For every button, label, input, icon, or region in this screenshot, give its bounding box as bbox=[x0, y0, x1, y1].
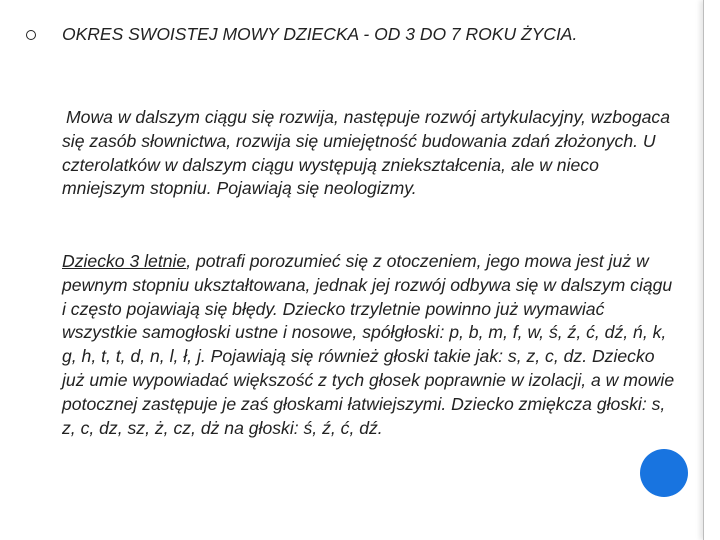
blue-circle-decoration bbox=[640, 449, 688, 497]
slide-heading: OKRES SWOISTEJ MOWY DZIECKA - OD 3 DO 7 ROKU ŻYCIA. bbox=[62, 24, 578, 44]
paragraph-2 bbox=[62, 250, 678, 440]
paragraph-2-lead: Dziecko 3 letnie bbox=[62, 251, 187, 271]
paragraph-1 bbox=[62, 106, 674, 201]
bullet-ring-icon bbox=[26, 30, 36, 40]
paragraph-2-text: , potrafi porozumieć się z otoczeniem, jego mowa jest już w pewnym stopniu ukształtowana, jednak jej rozwój odbywa się w dalszym ciągu i często pojawiają się błędy. Dziecko trzyletnie powinno już wymawiać wszystkie samogłoski ustne i nosowe, spółgłoski: p, b, m, f, w, ś, ź, ć, dź, ń, k, g, h, t, t, d, n, l, ł, j. Pojawiają się również głoski takie jak: s, z, c, dz. Dziecko już umie wypowiadać większość z tych głosek poprawnie w izolacji, a w mowie potocznej zastępuje je zaś głoskami łatwiejszymi. Dziecko zmiękcza głoski: s, z, c, dz, sz, ż, cz, dż na głoski: ś, ź, ć, dź. bbox=[62, 251, 675, 438]
slide-right-border bbox=[703, 0, 720, 540]
paragraph-1-text: Mowa w dalszym ciągu się rozwija, następuje rozwój artykulacyjny, wzbogaca się zasób słownictwa, rozwija się umiejętność budowania zdań złożonych. U czterolatków w dalszym ciągu występują zniekształcenia, ale w nieco mniejszym stopniu. Pojawiają się neologizmy. bbox=[62, 107, 670, 199]
